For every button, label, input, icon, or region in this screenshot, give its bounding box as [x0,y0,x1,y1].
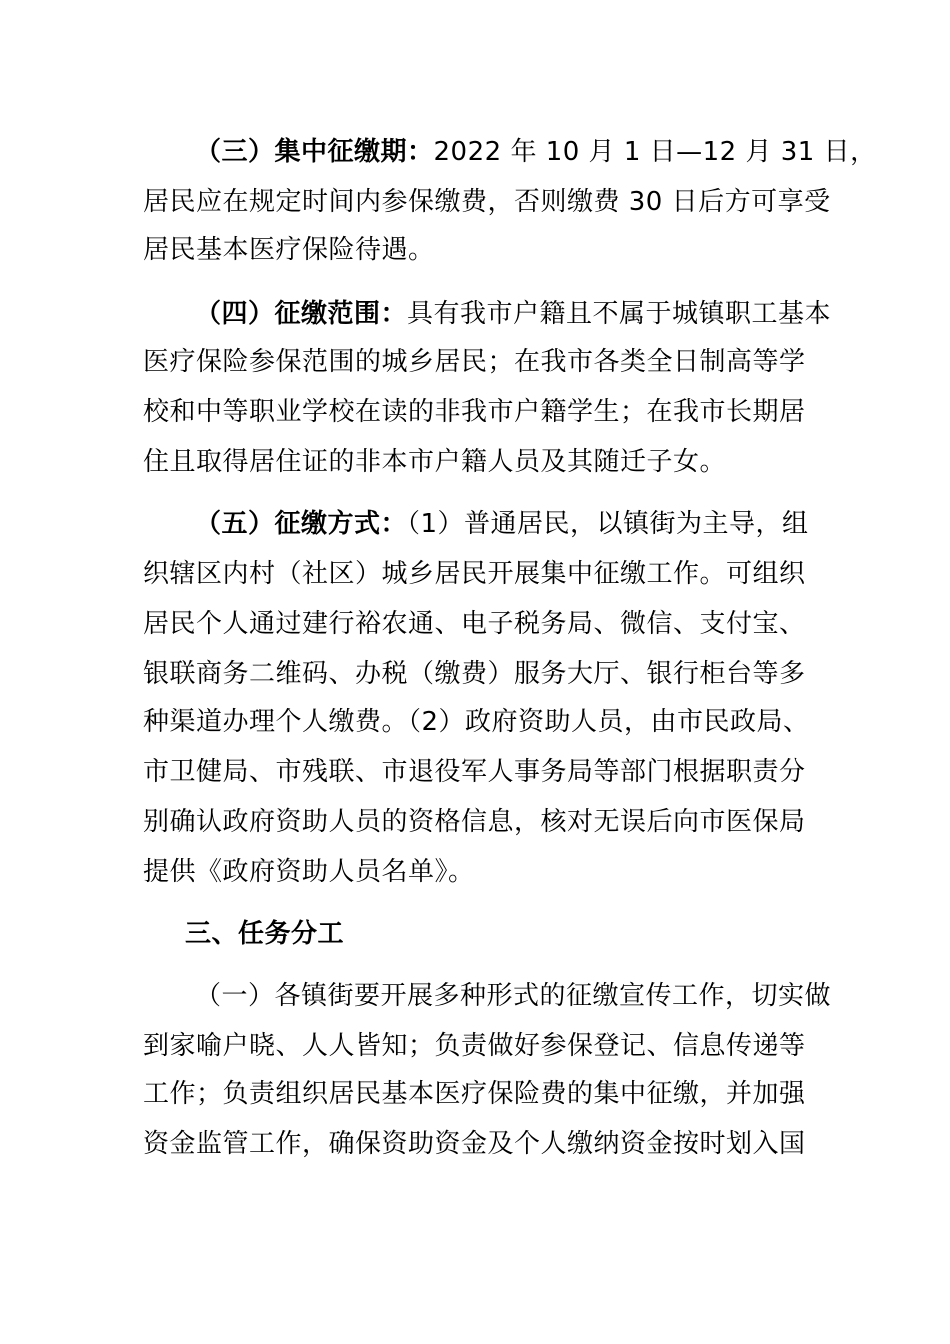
text-line: 校和中等职业学校在读的非我市户籍学生；在我市长期居 [143,397,806,427]
text-line: 资金监管工作，确保资助资金及个人缴纳资金按时划入国 [143,1129,806,1159]
paragraph-collection-period-line [195,132,877,172]
text-collection-scope: 具有我市户籍且不属于城镇职工基本 [407,299,832,329]
paragraph-collection-method-line [195,504,813,544]
text-collection-method: （1）普通居民，以镇街为主导，组 [407,509,809,539]
label-collection-method: （五）征缴方式： [195,509,408,539]
text-line: 工作；负责组织居民基本医疗保险费的集中征缴，并加强 [143,1079,806,1109]
paragraph-task-one-line: （一）各镇街要开展多种形式的征缴宣传工作，切实做 [195,981,832,1011]
text-line: 提供《政府资助人员名单》。 [143,857,475,887]
text-line: 居民个人通过建行裕农通、电子税务局、微信、支付宝、 [143,609,806,639]
text-line: 医疗保险参保范围的城乡居民；在我市各类全日制高等学 [143,347,806,377]
text-line: 居民应在规定时间内参保缴费，否则缴费 30 日后方可享受 [143,187,831,217]
label-collection-period: （三）集中征缴期： [195,137,434,167]
text-line: 织辖区内村（社区）城乡居民开展集中征缴工作。可组织 [143,559,806,589]
text-line: 住且取得居住证的非本市户籍人员及其随迁子女。 [143,447,727,477]
section-heading-task-division: 三、任务分工 [185,919,345,949]
text-line: 到家喻户晓、人人皆知；负责做好参保登记、信息传递等 [143,1031,806,1061]
label-collection-scope: （四）征缴范围： [195,299,408,329]
text-line: 别确认政府资助人员的资格信息，核对无误后向市医保局 [143,807,806,837]
text-line: 市卫健局、市残联、市退役军人事务局等部门根据职责分 [143,757,806,787]
text-line: 居民基本医疗保险待遇。 [143,235,435,265]
text-collection-period: 2022 年 10 月 1 日—12 月 31 日， [433,137,877,167]
paragraph-collection-scope-line [195,294,832,334]
text-line: 种渠道办理个人缴费。（2）政府资助人员，由市民政局、 [143,707,810,737]
text-line: 银联商务二维码、办税（缴费）服务大厅、银行柜台等多 [143,659,806,689]
